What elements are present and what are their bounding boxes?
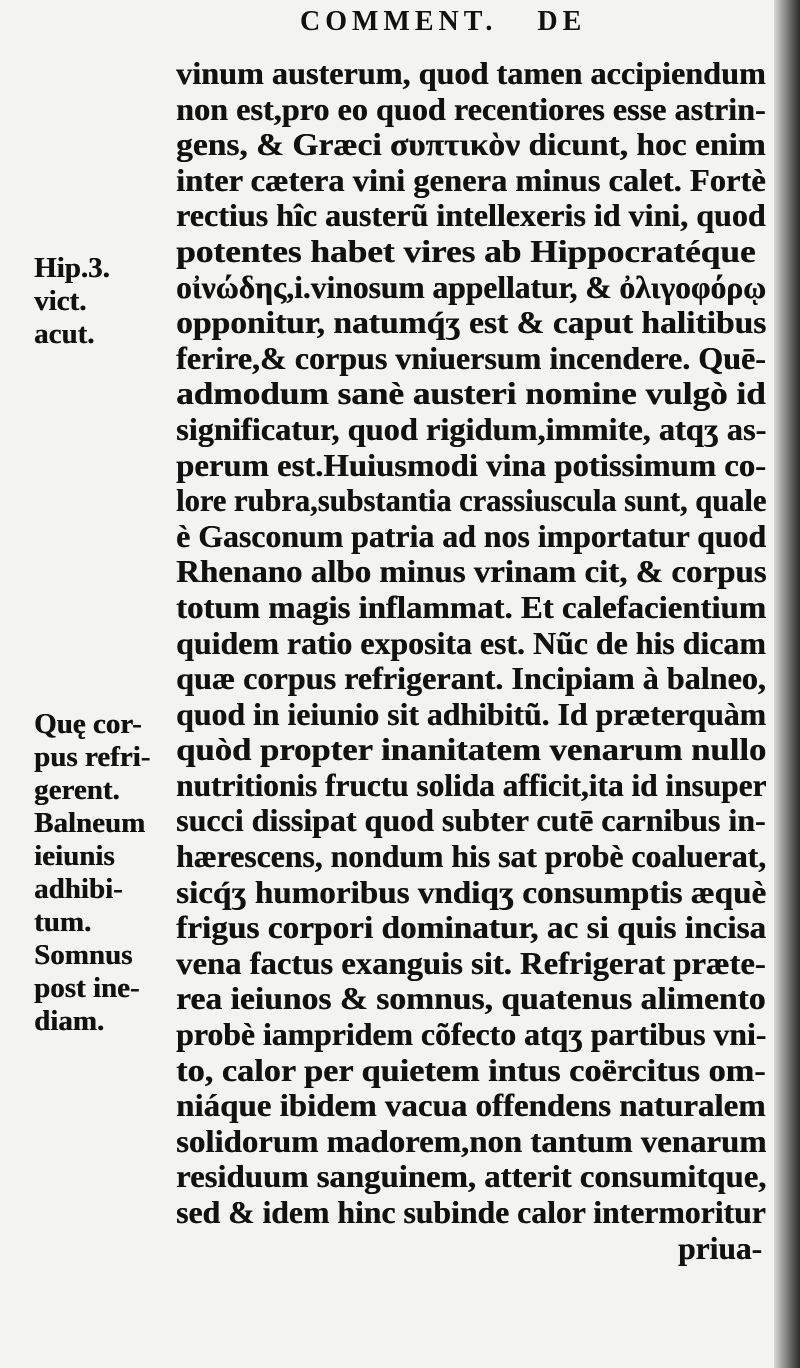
page-gutter — [774, 0, 800, 1368]
catchword: priua- — [677, 1230, 762, 1266]
text-line: potentes habet vires ab Hippocratéque — [176, 233, 756, 269]
text-line: solidorum madorem,non tantum venarum — [176, 1123, 766, 1159]
margin-line: pus refri- — [34, 741, 151, 773]
text-line: ferire,& corpus vniuersum incendere. Quē- — [176, 340, 766, 376]
margin-note-hippocrates — [34, 252, 154, 351]
text-line: quod in ieiunio sit adhibitũ. Id præterquàm — [176, 696, 766, 732]
text-line: sicq́ʒ humoribus vndiqʒ consumptis æquè — [176, 874, 766, 910]
text-line: admodum sanè austeri nomine vulgò id — [176, 376, 766, 412]
text-line: frigus corpori dominatur, ac si quis incisa — [176, 910, 766, 946]
margin-line: acut. — [34, 318, 95, 350]
margin-line: Balneum — [34, 807, 146, 839]
text-line: opponitur, natumq́ʒ est & caput halitibus — [176, 305, 766, 341]
text-line: rectius hîc austerũ intellexeris id vini, quod — [176, 198, 766, 234]
text-line: quæ corpus refrigerant. Incipiam à balneo, — [176, 661, 766, 697]
text-line: inter cætera vini genera minus calet. Fortè — [176, 162, 766, 198]
text-line: quidem ratio exposita est. Nũc de his dicam — [176, 625, 766, 661]
margin-line: tum. — [34, 906, 92, 938]
margin-line: adhibi- — [34, 873, 123, 905]
margin-line: post ine- — [34, 972, 140, 1004]
text-line: rea ieiunos & somnus, quatenus alimento — [176, 981, 766, 1017]
text-line: non est,pro eo quod recentiores esse astrin- — [176, 91, 766, 127]
text-line: probè iampridem cõfecto atqʒ partibus vni- — [176, 1017, 766, 1053]
text-line: totum magis inflammat. Et calefacientium — [176, 589, 766, 625]
body-text — [176, 56, 766, 1266]
margin-line: gerent. — [34, 774, 120, 806]
text-line: nutritionis fructu solida afficit,ita id insuper — [176, 767, 766, 803]
text-line: gens, & Græci συπτικὸν dicunt, hoc enim — [176, 127, 766, 163]
margin-line: ieiunis — [34, 840, 115, 872]
text-line: sed & idem hinc subinde calor intermoritur — [176, 1195, 766, 1230]
text-line: Rhenano albo minus vrinam cit, & corpus — [176, 554, 766, 590]
margin-line: Hip.3. — [34, 252, 110, 284]
margin-line: Somnus — [34, 939, 133, 971]
margin-note-refrigerants — [34, 708, 164, 1038]
text-line: residuum sanguinem, atterit consumitque, — [176, 1159, 766, 1195]
text-line: to, calor per quietem intus coërcitus om- — [176, 1052, 766, 1088]
header-title-right: DE — [537, 6, 587, 37]
text-line: οἰνώδης,i.vinosum appellatur, & ὀλιγοφόρῳ — [176, 269, 766, 305]
margin-line: Quę cor- — [34, 708, 142, 740]
text-line: quòd propter inanitatem venarum nullo — [176, 732, 766, 768]
running-header — [300, 6, 586, 38]
margin-line: vict. — [34, 285, 87, 317]
text-line: succi dissipat quod subter cutē carnibus in- — [176, 803, 766, 839]
text-line: significatur, quod rigidum,immite, atqʒ as- — [176, 411, 766, 447]
text-line: è Gasconum patria ad nos importatur quod — [176, 518, 766, 554]
text-line: hærescens, nondum his sat probè coaluerat, — [176, 839, 766, 875]
margin-line: diam. — [34, 1005, 105, 1037]
header-title: COMMENT. — [300, 6, 498, 37]
text-line: lore rubra,substantia crassiuscula sunt, quale — [176, 483, 766, 519]
text-line: vena factus exanguis sit. Refrigerat præte- — [176, 945, 766, 981]
text-line: niáque ibidem vacua offendens naturalem — [176, 1088, 766, 1124]
text-line: vinum austerum, quod tamen accipiendum — [176, 56, 766, 91]
text-line: perum est.Huiusmodi vina potissimum co- — [176, 447, 766, 483]
